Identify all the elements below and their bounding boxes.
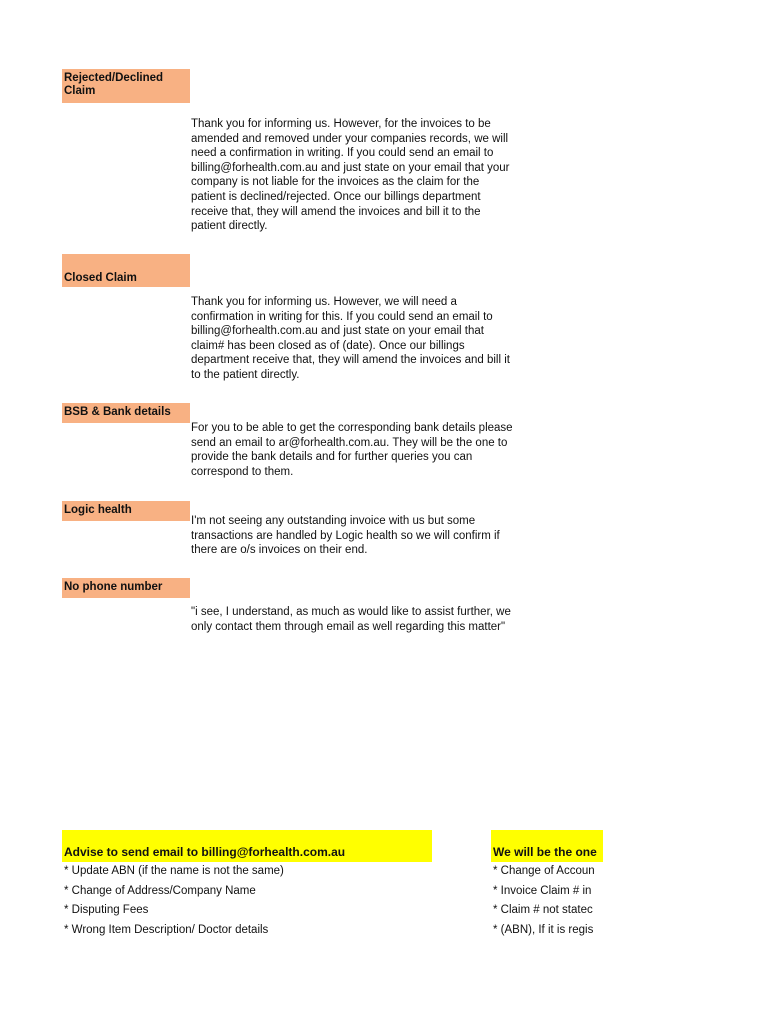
list-item: * Disputing Fees — [64, 904, 149, 916]
we-will-be-the-one-list — [493, 862, 603, 940]
billing-email-list — [64, 862, 434, 940]
response-no-phone-number: "i see, I understand, as much as would like to assist further, we only contact them through email as well regarding this matter" — [191, 606, 511, 633]
response-closed-claim: Thank you for informing us. However, we will need a confirmation in writing for this. If you could send an email to billing@forhealth.com.au and just state on your email that claim# has been closed as of (date). Once our billings department receive that, they will amend the invoices and bill it to the patient directly. — [191, 296, 510, 381]
list-item: * Wrong Item Description/ Doctor details — [64, 923, 269, 936]
list-item: * Update ABN (if the name is not the same) — [64, 865, 284, 877]
list-item: * Invoice Claim # in — [493, 884, 592, 897]
label-closed-claim: Closed Claim — [62, 254, 190, 287]
list-item: * Change of Address/Company Name — [64, 884, 256, 897]
billing-email-header: Advise to send email to billing@forhealth.com.au — [62, 830, 432, 862]
list-item: * Claim # not statec — [493, 904, 593, 916]
response-bsb-bank-details: For you to be able to get the corresponding bank details please send an email to ar@forhealth.com.au. They will be the one to provide the bank details and for further queries you can correspond to them. — [191, 422, 513, 478]
label-rejected-declined-claim: Rejected/Declined Claim — [62, 69, 190, 103]
response-rejected-declined-claim: Thank you for informing us. However, for the invoices to be amended and removed under your companies records, we will need a confirmation in writing. If you could send an email to billing@forhealth.com.au and just state on your email that your company is not liable for the invoices as the claim for the patient is declined/rejected. Once our billings department receive that, they will amend the invoices and bill it to the patient directly. — [191, 118, 510, 233]
response-logic-health: I'm not seeing any outstanding invoice with us but some transactions are handled by Logic health so we will confirm if there are o/s invoices on their end. — [191, 515, 500, 557]
label-logic-health: Logic health — [62, 501, 190, 521]
label-bsb-bank-details: BSB & Bank details — [62, 403, 190, 423]
list-item: * Change of Accoun — [493, 865, 595, 877]
we-will-be-the-one-header: We will be the one — [491, 830, 603, 862]
label-no-phone-number: No phone number — [62, 578, 190, 598]
list-item: * (ABN), If it is regis — [493, 923, 594, 936]
